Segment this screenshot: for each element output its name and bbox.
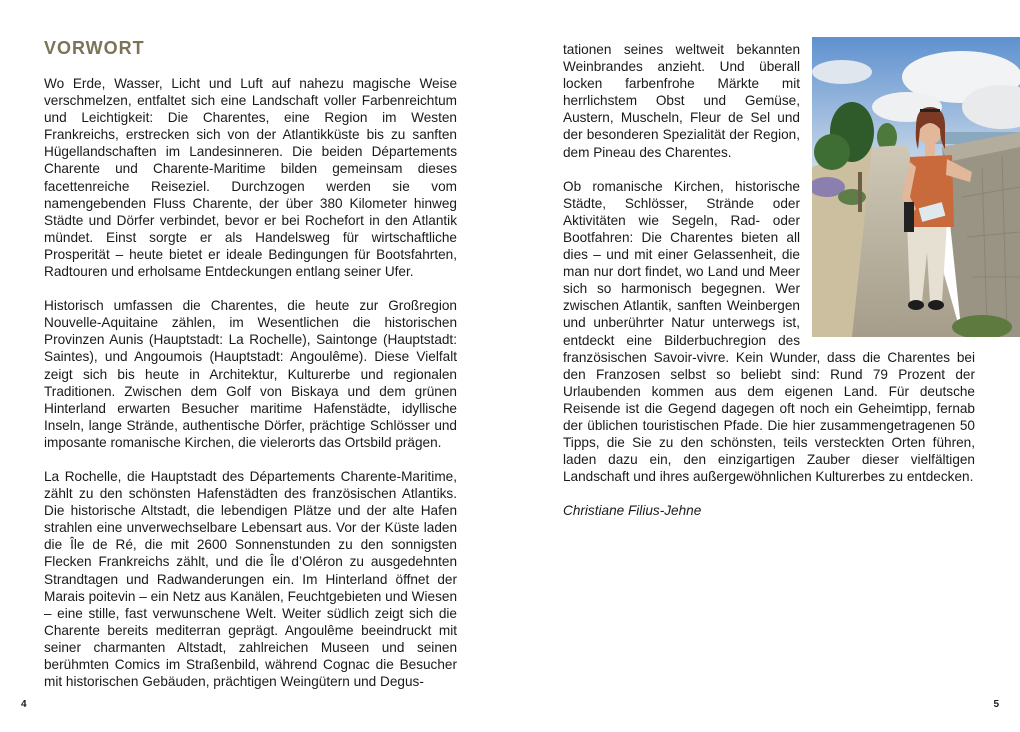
- paragraph: La Rochelle, die Hauptstadt des Départements Charente-Maritime, zählt zu den schönsten Hafenstädten des französischen Atlantiks. Die historische Altstadt, die lebendigen Plätze und der alte Hafen strahlen eine unverwechselbare Lebensart aus. Vor der Küste laden die Île de Ré, die mit 2600 Sonnenstunden zu den sonnigsten Flecken Frankreichs zählt, und die Île d’Oléron zu ausgedehnten Strandtagen und Radwanderungen ein. Im Hinterland öffnet der Marais poitevin – ein Netz aus Kanälen, Feuchtgebieten und Wiesen – eine stille, fast verwunschene Welt. Weiter südlich zeigt sich die Charente bereits mediterran geprägt. Angoulême beeindruckt mit seiner charmanten Altstadt, zahlreichen Museen und seinen berühmten Comics im Straßenbild, während Cognac die Besucher mit historischen Gebäuden, prächtigen Weingütern und Degus-: [44, 468, 457, 690]
- author-photo-image: [812, 37, 1020, 337]
- right-text-column: [563, 41, 975, 536]
- author-signature: Christiane Filius-Jehne: [563, 503, 702, 519]
- page-number: 4: [21, 699, 27, 710]
- page-number: 5: [993, 699, 999, 710]
- right-page: [510, 0, 1020, 732]
- paragraph: Wo Erde, Wasser, Licht und Luft auf nahezu magische Weise verschmelzen, entfaltet sich eine Landschaft voller Farbenreichtum und Leichtigkeit: Die Charentes, eine Region im Westen Frankreichs, erstrecken sich von der Atlantikküste bis zu sanften Hügellandschaften im Landesinneren. Die beiden Départements Charente und Charente-Maritime bilden gemeinsam dieses facettenreiche Reiseziel. Durchzogen werden sie vom namengebenden Fluss Charente, der über 380 Kilometer hinweg Städte und Dörfer verbindet, bevor er bei Rochefort in den Atlantik mündet. Einst sorgte er als Handelsweg für wirtschaftliche Prosperität – heute bietet er ideale Bedingungen für Bootsfahrten, Radtouren und erholsame Entdeckungen entlang seiner Ufer.: [44, 76, 457, 280]
- paragraph: Historisch umfassen die Charentes, die heute zur Großregion Nouvelle-Aquitaine zählen, im Wesentlichen die historischen Provinzen Aunis (Hauptstadt: La Rochelle), Saintonge (Hauptstadt: Saintes), und Angoumois (Hauptstadt: Angoulême). Diese Vielfalt zeigt sich bis heute in Architektur, Kulturerbe und regionalen Traditionen. Zwischen dem Golf von Biskaya und dem grünen Hinterland erwarten Besucher maritime Hafenstädte, idyllische Inseln, lange Strände, authentische Dörfer, prächtige Schlösser und imposante romanische Kirchen, die vielerorts das Ortsbild prägen.: [44, 298, 457, 450]
- left-text-column: [44, 75, 457, 707]
- page-heading: VORWORT: [44, 38, 145, 58]
- paragraph: tationen seines weltweit bekannten Weinbrandes anzieht. Und überall locken farbenfrohe Märkte mit herrlichstem Obst und Gemüse, Austern, Muscheln, Fleur de Sel und der besonderen Spezialität der Region, dem Pineau des Charentes.: [563, 42, 800, 160]
- paragraph: Ob romanische Kirchen, historische Städte, Schlösser, Strände oder Aktivitäten wie Segeln, Rad- oder Bootfahren: Die Charentes bieten all dies – und mit einer Gelassenheit, die man nur dort findet, wo Land und Meer sich so harmonisch begegnen. Wer zwischen Atlantik, sanften Weinbergen und unberührter Natur unterwegs ist, entdeckt eine Bilderbuchregion des französischen Savoir-vivre. Kein Wunder, dass die Charentes bei den Franzosen selbst so beliebt sind: Rund 79 Prozent der Urlaubenden kommen aus dem eigenen Land. Für deutsche Reisende ist die Gegend dagegen oft noch ein Geheimtipp, fernab der üblichen touristischen Pfade. Die hier zusammengetragenen 50 Tipps, die Sie zu den schönsten, teils versteckten Orten führen, laden dazu ein, den einzigartigen Zauber dieser vielfältigen Landschaft und ihres außergewöhnlichen Kulturerbes zu entdecken.: [563, 178, 975, 485]
- author-photo: [812, 37, 1020, 337]
